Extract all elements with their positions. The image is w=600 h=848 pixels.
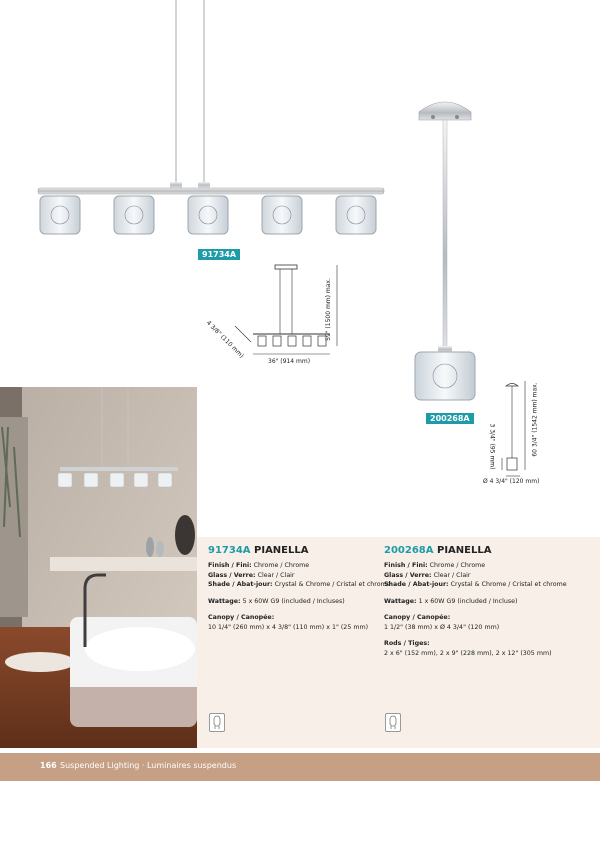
product-name: PIANELLA bbox=[254, 545, 309, 556]
spec-rods-value: 2 x 6" (152 mm), 2 x 9" (228 mm), 2 x 12" (305 mm) bbox=[384, 649, 552, 657]
product-name: PIANELLA bbox=[436, 545, 492, 556]
product-title-200268a bbox=[384, 545, 559, 557]
spec-canopy-value: 1 1/2" (38 mm) x Ø 4 3/4" (120 mm) bbox=[384, 623, 500, 631]
section-title: Suspended Lighting · Luminaires suspendus bbox=[60, 761, 237, 770]
spec-wattage: Wattage: 1 x 60W G9 (included / Incluse) bbox=[384, 597, 518, 605]
lifestyle-photo bbox=[0, 387, 197, 748]
product-title-91734a bbox=[208, 545, 383, 557]
dimension-width-91734a: 36" (914 mm) bbox=[268, 358, 311, 365]
spec-column-91734a bbox=[208, 545, 391, 632]
spec-glass: Glass / Verre: Clear / Clair bbox=[208, 571, 295, 579]
product-code: 91734A bbox=[208, 545, 251, 556]
product-code: 200268A bbox=[384, 545, 434, 556]
g9-bulb-icon bbox=[385, 713, 401, 732]
dimension-height-200268a: 60 3/4" (1542 mm) max. bbox=[531, 382, 539, 457]
spec-canopy-label: Canopy / Canopée: bbox=[208, 614, 275, 621]
g9-bulb-icon bbox=[209, 713, 225, 732]
spec-shade: Shade / Abat-jour: Crystal & Chrome / Cristal et chrome bbox=[208, 581, 391, 588]
spec-rods-label: Rods / Tiges: bbox=[384, 640, 430, 647]
spec-glass: Glass / Verre: Clear / Clair bbox=[384, 571, 471, 579]
product-tag-91734a: 91734A bbox=[198, 249, 240, 260]
spec-canopy-value: 10 1/4" (260 mm) x 4 3/8" (110 mm) x 1" (25 mm) bbox=[208, 623, 369, 631]
product-image-200268a bbox=[405, 90, 485, 410]
product-image-91734a bbox=[30, 0, 400, 245]
spec-finish: Finish / Fini: Chrome / Chrome bbox=[208, 562, 310, 569]
dimension-height-91734a: 59" (1500 mm) max. bbox=[324, 278, 332, 341]
dimension-shade-height-200268a: 3 3/4" (95 mm) bbox=[488, 423, 496, 470]
spec-wattage: Wattage: 5 x 60W G9 (included / Incluses) bbox=[208, 597, 345, 605]
product-tag-200268a: 200268A bbox=[426, 413, 474, 424]
dimension-diameter-200268a: Ø 4 3/4" (120 mm) bbox=[483, 478, 540, 485]
spec-canopy-label: Canopy / Canopée: bbox=[384, 614, 451, 621]
spec-column-200268a bbox=[384, 545, 567, 658]
dimension-depth-91734a: 4 3/8" (110 mm) bbox=[204, 319, 245, 360]
spec-shade: Shade / Abat-jour: Crystal & Chrome / Cristal et chrome bbox=[384, 581, 567, 588]
page-footer bbox=[0, 753, 600, 781]
page-number: 166 bbox=[40, 761, 57, 770]
spec-finish: Finish / Fini: Chrome / Chrome bbox=[384, 562, 486, 569]
